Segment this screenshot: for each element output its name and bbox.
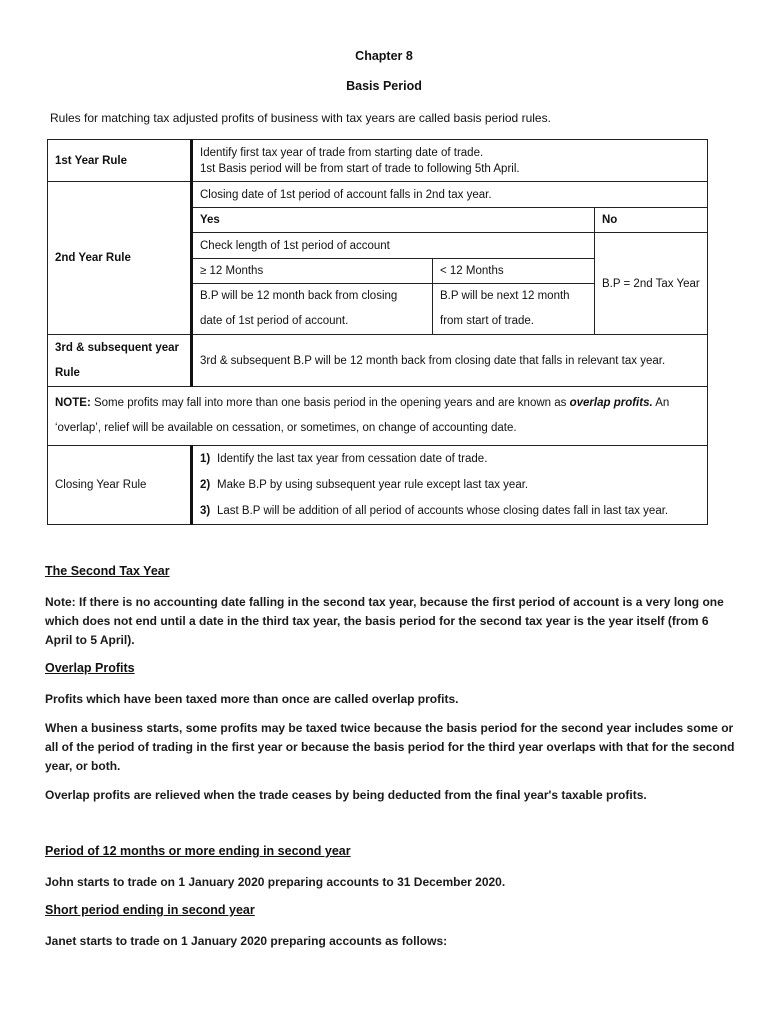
lt-12-result-line-2: from start of trade. [440, 315, 534, 327]
ge-12-result-line-1: B.P will be 12 month back from closing [200, 290, 398, 302]
lt-12-result [433, 284, 595, 335]
note-row [48, 387, 708, 446]
no-header: No [595, 208, 708, 233]
closing-step-1 [200, 446, 700, 472]
closing-step-2 [200, 472, 700, 498]
third-year-label-line-2: Rule [55, 366, 80, 379]
intro-text: Rules for matching tax adjusted profits of business with tax years are called basis period rules. [50, 111, 551, 125]
page-title: Basis Period [346, 79, 422, 93]
second-year-condition-row [48, 182, 708, 208]
closing-year-label: Closing Year Rule [48, 446, 192, 525]
closing-year-steps [192, 446, 708, 525]
no-result: B.P = 2nd Tax Year [595, 233, 708, 335]
basis-period-rules-table [47, 139, 708, 525]
second-year-label: 2nd Year Rule [48, 182, 192, 335]
overlap-profits-heading: Overlap Profits [45, 661, 135, 675]
check-length-text: Check length of 1st period of account [192, 233, 595, 259]
first-year-row [48, 140, 708, 182]
closing-step-1-text: Identify the last tax year from cessation date of trade. [217, 453, 488, 465]
second-year-condition: Closing date of 1st period of account falls in 2nd tax year. [192, 182, 708, 208]
third-year-text: 3rd & subsequent B.P will be 12 month back from closing date that falls in relevant tax year. [192, 335, 708, 387]
note-label: NOTE: [55, 397, 91, 409]
ge-12-months: ≥ 12 Months [192, 259, 433, 284]
note-text-a: Some profits may fall into more than one basis period in the opening years and are known as [90, 397, 570, 409]
note-text-b: An ‘overlap’, relief will be available on cessation, or sometimes, on change of accounting date. [55, 397, 670, 434]
closing-step-2-text: Make B.P by using subsequent year rule except last tax year. [217, 479, 529, 491]
first-year-label: 1st Year Rule [48, 140, 192, 182]
overlap-note [48, 387, 708, 446]
yes-header: Yes [192, 208, 595, 233]
lt-12-months: < 12 Months [433, 259, 595, 284]
closing-step-3-text: Last B.P will be addition of all period of accounts whose closing dates fall in last tax year. [217, 505, 669, 517]
second-tax-year-note: Note: If there is no accounting date falling in the second tax year, because the first period of account is a very long one which does not end until a date in the third tax year, the basis period for the second tax year is the year itself (from 6 April to 5 April). [45, 595, 724, 647]
third-year-row [48, 335, 708, 387]
lt-12-result-line-1: B.P will be next 12 month [440, 290, 570, 302]
third-year-label [48, 335, 192, 387]
chapter-heading: Chapter 8 [355, 49, 413, 63]
short-period-text: Janet starts to trade on 1 January 2020 preparing accounts as follows: [45, 934, 448, 948]
closing-step-1-number: 1) [200, 453, 211, 465]
closing-year-row [48, 446, 708, 525]
first-year-line-1: Identify first tax year of trade from starting date of trade. [200, 146, 484, 159]
closing-step-2-number: 2) [200, 479, 211, 491]
first-year-description [192, 140, 708, 182]
overlap-paragraph-2: When a business starts, some profits may be taxed twice because the basis period for the second year includes some or all of the period of trading in the first year or because the basis period for the third year overlaps with that for the second year, or both. [45, 721, 735, 773]
overlap-paragraph-3: Overlap profits are relieved when the trade ceases by being deducted from the final year's taxable profits. [45, 788, 647, 802]
third-year-label-line-1: 3rd & subsequent year [55, 341, 179, 354]
note-emphasis: overlap profits. [569, 397, 653, 409]
first-year-line-2: 1st Basis period will be from start of trade to following 5th April. [200, 162, 520, 175]
short-period-heading: Short period ending in second year [45, 903, 255, 917]
overlap-paragraph-1: Profits which have been taxed more than once are called overlap profits. [45, 692, 459, 706]
ge-12-result [192, 284, 433, 335]
period-12-months-text: John starts to trade on 1 January 2020 preparing accounts to 31 December 2020. [45, 875, 506, 889]
closing-step-3-number: 3) [200, 505, 211, 517]
second-tax-year-heading: The Second Tax Year [45, 564, 170, 578]
ge-12-result-line-2: date of 1st period of account. [200, 315, 349, 327]
period-12-months-heading: Period of 12 months or more ending in second year [45, 844, 351, 858]
closing-step-3 [200, 498, 700, 524]
